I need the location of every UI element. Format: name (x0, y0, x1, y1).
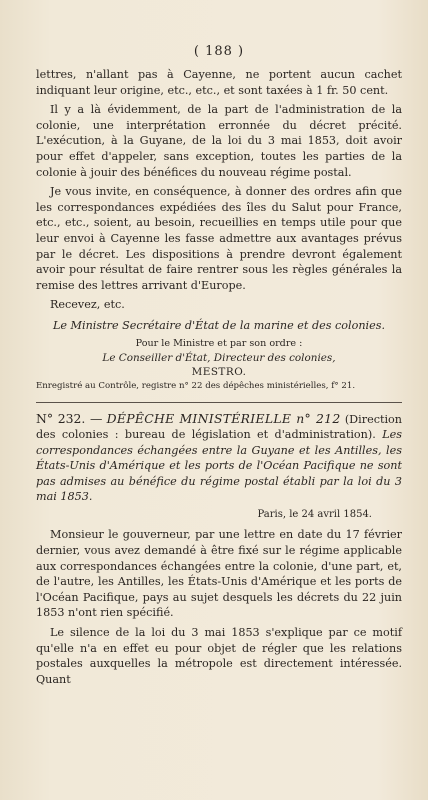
signature-order-line: Pour le Ministre et par son ordre : (135, 337, 303, 349)
dateline: Paris, le 24 avril 1854. (257, 509, 372, 521)
paragraph-6: Le silence de la loi du 3 mai 1853 s'explique par ce motif qu'elle n'a en effet eu pour objet de régler que les relations postales auxquelles la métropole est directement intéressée. Quant (36, 625, 402, 686)
paragraph-5: Monsieur le gouverneur, par une lettre en date du 17 février dernier, vous avez demandé à être fixé sur le régime applicable aux correspondances échangées entre la colonie, d'une part, et, de l'autre, les Antilles, les États-Unis d'Amérique et les ports de l'Océan Pacifique, pays au sujet desquels les décrets du 22 juin 1853 n'ont rien spécifié. (36, 528, 402, 620)
dispatch-department: (Direction des colonies : bureau de législation et d'administration). (36, 412, 402, 442)
section-divider (36, 402, 402, 403)
signature-minister: Le Ministre Secrétaire d'État de la marine et des colonies. (52, 318, 386, 332)
paragraph-3: Je vous invite, en conséquence, à donner des ordres afin que les correspondances expédiées des îles du Salut pour France, etc., etc., soient, au besoin, recueillies en temps utile pour que leur envoi à Cayenne les fasse admettre aux avantages prévus par le décret. Les dispositions à prendre devront également avoir pour résultat de faire rentrer sous les règles générales la remise des lettres arrivant d'Europe. (36, 185, 402, 292)
dispatch-summary: Les correspondances échangées entre la Guyane et les Antilles, les États-Unis d'Amérique et les ports de l'Océan Pacifique ne sont pas admises au bénéfice du régime postal établi par la loi du 3 mai 1853. (36, 428, 402, 503)
closing-formula: Recevez, etc. (50, 298, 125, 312)
paragraph-1: lettres, n'allant pas à Cayenne, ne portent aucun cachet indiquant leur origine, etc., etc., et sont taxées à 1 fr. 50 cent. (36, 68, 402, 97)
page-number: ( 188 ) (193, 44, 245, 59)
paragraph-2: Il y a là évidemment, de la part de l'administration de la colonie, une interprétation erronnée du décret précité. L'exécution, à la Guyane, de la loi du 3 mai 1853, doit avoir pour effet d'appeler, sans exception, toutes les parties de la colonie à jouir des bénéfices du nouveau régime postal. (36, 103, 402, 179)
registration-note: Enregistré au Contrôle, registre n° 22 des dépêches ministérielles, f° 21. (36, 380, 356, 391)
signature-name: MESTRO. (191, 365, 247, 378)
signature-title: Le Conseiller d'État, Directeur des colonies, (102, 351, 336, 364)
dispatch-heading (36, 411, 402, 504)
dispatch-title: DÉPÊCHE MINISTÉRIELLE n° 212 (106, 410, 341, 426)
dispatch-number: N° 232. — (36, 410, 103, 426)
